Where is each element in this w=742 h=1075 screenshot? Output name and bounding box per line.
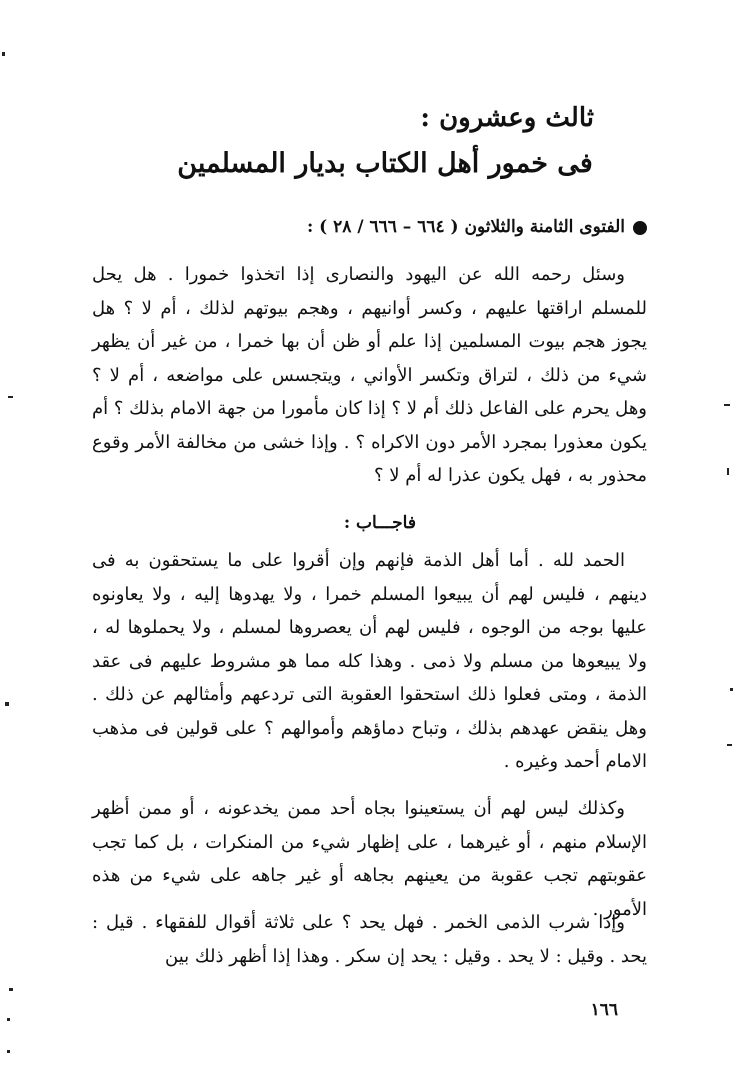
chapter-number: ثالث وعشرون : [420, 103, 594, 133]
fatwa-heading-text: الفتوى الثامنة والثلاثون ( ٦٦٤ – ٦٦٦ / ٢٨ ) : [306, 217, 625, 237]
scan-mark [7, 1050, 10, 1053]
scan-mark [9, 988, 13, 991]
bullet-icon [633, 221, 647, 235]
scan-mark [2, 52, 5, 56]
scan-mark [727, 468, 729, 475]
chapter-title-wrapper [0, 142, 742, 186]
answer-paragraph-3: وإذا شرب الذمى الخمر . فهل يحد ؟ على ثلاثة أقوال للفقهاء . قيل : يحد . وقيل : لا يحد . وقيل : يحد إن سكر . وهذا إذا أظهر ذلك بين [92, 912, 647, 967]
scan-mark [5, 702, 9, 706]
scan-mark [7, 1018, 10, 1021]
page-number: ١٦٦ [590, 1000, 618, 1020]
scan-mark [8, 396, 13, 398]
scan-mark [724, 404, 730, 406]
scan-mark [727, 744, 732, 746]
question-paragraph: وسئل رحمه الله عن اليهود والنصارى إذا اتخذوا خمورا . هل يحل للمسلم اراقتها عليهم ، وكسر أوانيهم ، وهجم بيوتهم لذلك ، أم لا ؟ هل يجوز هجم بيوت المسلمين إذا علم أو ظن أن بها خمرا ، من غير أن يظهر شيء من ذلك ، لتراق وتكسر الأواني ، ويتجسس على مواضعه ، أم لا ؟ وهل يحرم على الفاعل ذلك أم لا ؟ إذا كان مأمورا من جهة الامام بذلك ؟ أم يكون معذورا بمجرد الأمر دون الاكراه ؟ . وإذا خشى من مخالفة الأمر وقوع محذور به ، فهل يكون عذرا له أم لا ؟ [92, 264, 647, 486]
answer-heading: فاجـــاب : [343, 513, 416, 533]
chapter-title: فى خمور أهل الكتاب بديار المسلمين [177, 148, 593, 179]
fatwa-heading [307, 212, 647, 242]
answer-paragraph-1: الحمد لله . أما أهل الذمة فإنهم وإن أقروا على ما يستحقون به فى دينهم ، فليس لهم أن يبيعوا المسلم خمرا ، ولا يهدوها إليه ، ولا يعاونوه عليها بوجه من الوجوه ، فليس لهم أن يعصروها لمسلم ، ولا يحملوها له ، ولا يبيعوها من مسلم ولا ذمى . وهذا كله مما هو مشروط عليهم فى عقد الذمة ، ومتى فعلوا ذلك استحقوا العقوبة التى تردعهم وأمثالهم عن ذلك . وهل ينقض عهدهم بذلك ، وتباح دماؤهم وأموالهم ؟ على قولين فى مذهب الامام أحمد وغيره . [92, 550, 647, 772]
scan-mark [730, 688, 733, 691]
answer-paragraph-2: وكذلك ليس لهم أن يستعينوا بجاه أحد ممن يخدعونه ، أو ممن أظهر الإسلام منهم ، أو غيرهما ، على إظهار شيء من المنكرات ، بل كما تجب عقوبتهم تجب عقوبة من يعينهم بجاهه أو غير جاهه على شيء من هذه الأمور . [92, 798, 647, 920]
